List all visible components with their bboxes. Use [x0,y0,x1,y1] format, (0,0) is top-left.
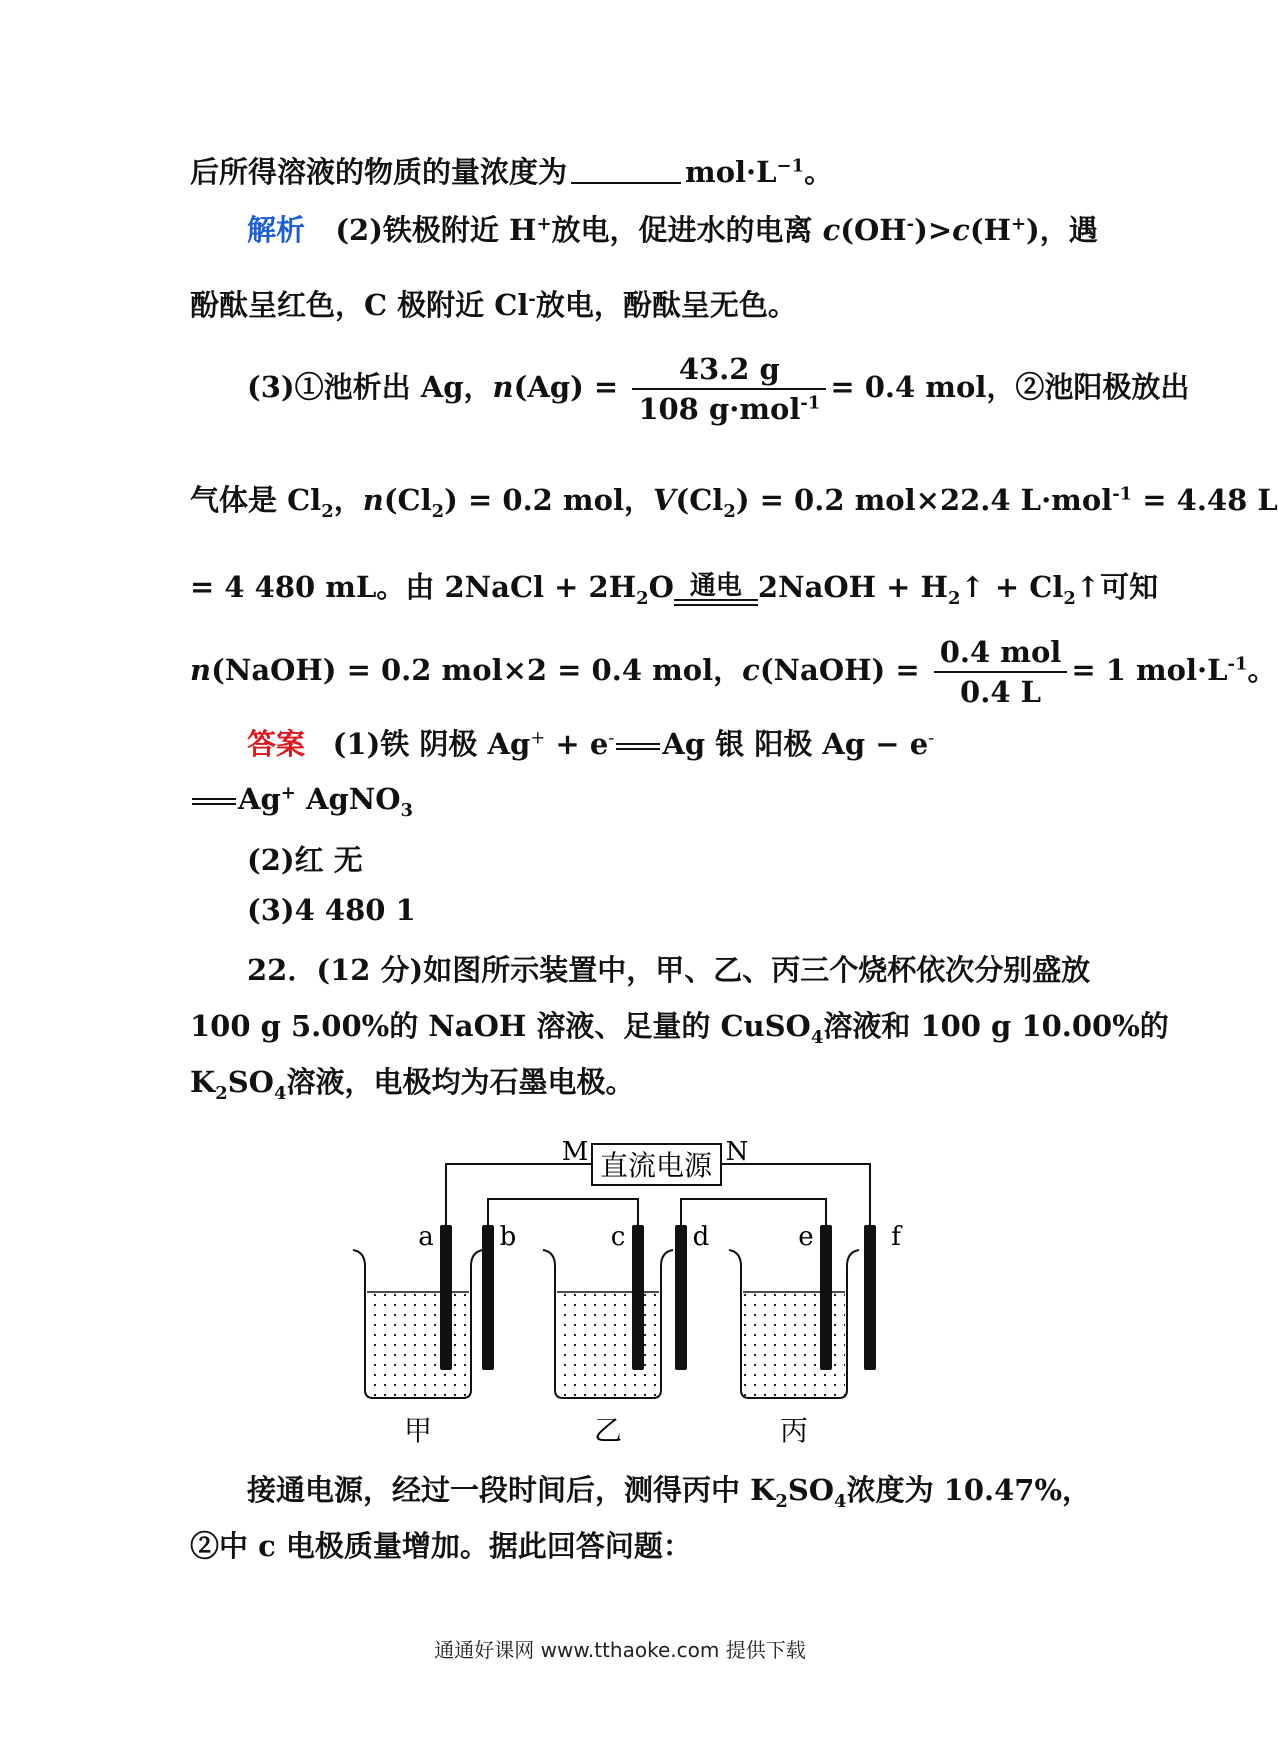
analysis-part3-line4: n(NaOH) = 0.2 mol×2 = 0.4 mol，c(NaOH) = $\frac{\text{0.4 mol}}{0.4 L}$ = 1 $mol\cdot L^{-1}$。 [190,635,1277,709]
electrode-label: c [610,1222,626,1252]
q21-tail-line: 后所得溶液的物质的量浓度为 $mol\cdot L^{-1}$。 [190,155,834,189]
answer-line1-cont: Ag+ AgNO$_3$ [190,782,413,821]
fraction-ag: $\frac{43.2 g}{108 g\cdot mol^{-1}}$ [632,352,826,426]
power-source-label: 直流电源 [599,1149,713,1182]
electrode-d [675,1222,709,1370]
analysis-label: 解析 [247,213,306,247]
analysis-part3-line2: 气体是 $Cl_2$，$n(Cl_2) = 0.2$ mol，$V(Cl_2) = 0.2$ mol×22.4 L·mol$^{-1}$ = 4.48 L [190,483,1278,522]
q22-line1: 22．(12 分)如图所示装置中，甲、乙、丙三个烧杯依次分别盛放 [247,953,1091,987]
analysis-part2-line1: 解析 (2)铁极附近 H+放电，促进水的电离 c(OH-)>c(H+)，遇 [247,213,1098,247]
electrode-label: e [798,1222,814,1252]
answer-line1: 答案 (1)铁 阴极 Ag+ + e- Ag 银 阳极 Ag − e- [247,727,935,761]
electrolysis-condition: 通电 [674,573,758,606]
answer-line3: (3)4 480 1 [247,893,416,927]
footer: 通通好课网 www.tthaoke.com 提供下载 [434,1638,806,1662]
q22-after-line2: ②中 c 电极质量增加。据此回答问题： [190,1529,692,1563]
beaker-1 [353,1250,483,1447]
beaker-label: 乙 [593,1414,623,1447]
fraction-naoh: $\frac{\text{0.4 mol}}{0.4 L}$ [934,635,1068,709]
terminal-m-label: M [561,1137,589,1167]
answer-line2: (2)红 无 [247,843,363,877]
electrode-label: a [418,1222,434,1252]
analysis-part3-line1: (3)①池析出 Ag，n(Ag) = $\frac{43.2 g}{108 g\cdot mol^{-1}}$ = 0.4 mol，②池阳极放出 [247,352,1190,426]
wire-n-to-f [721,1164,870,1225]
answer-label: 答案 [247,727,306,761]
q22-line2: 100 g 5.00%的 NaOH 溶液、足量的 CuSO$_4$溶液和 100 g 10.00%的 [190,1009,1169,1048]
terminal-n-label: N [725,1137,749,1167]
beaker-label: 丙 [779,1414,809,1447]
q22-line3: $K_2SO_4$溶液，电极均为石墨电极。 [190,1065,635,1104]
electrode-label: d [692,1222,710,1252]
electrode-f [864,1222,903,1370]
solution-fill [367,1292,469,1396]
analysis-part2-line2: 酚酞呈红色，C 极附近 Cl-放电，酚酞呈无色。 [190,288,797,322]
beaker-label: 甲 [403,1414,433,1447]
electrode-label: f [891,1222,901,1252]
beaker-3 [729,1250,859,1447]
electrode-label: b [499,1222,517,1252]
q22-after-line1: 接通电源，经过一段时间后，测得丙中 $K_2SO_4$浓度为 10.47%， [247,1473,1092,1512]
beaker-2 [543,1250,673,1447]
electrode-b [482,1222,516,1370]
analysis-part3-line3: = 4 480 mL。由 2NaCl + $2H_2O$ 通电 2NaOH + $H_2↑$ + $Cl_2↑$可知 [190,570,1159,609]
wire-m-to-a [446,1164,592,1225]
